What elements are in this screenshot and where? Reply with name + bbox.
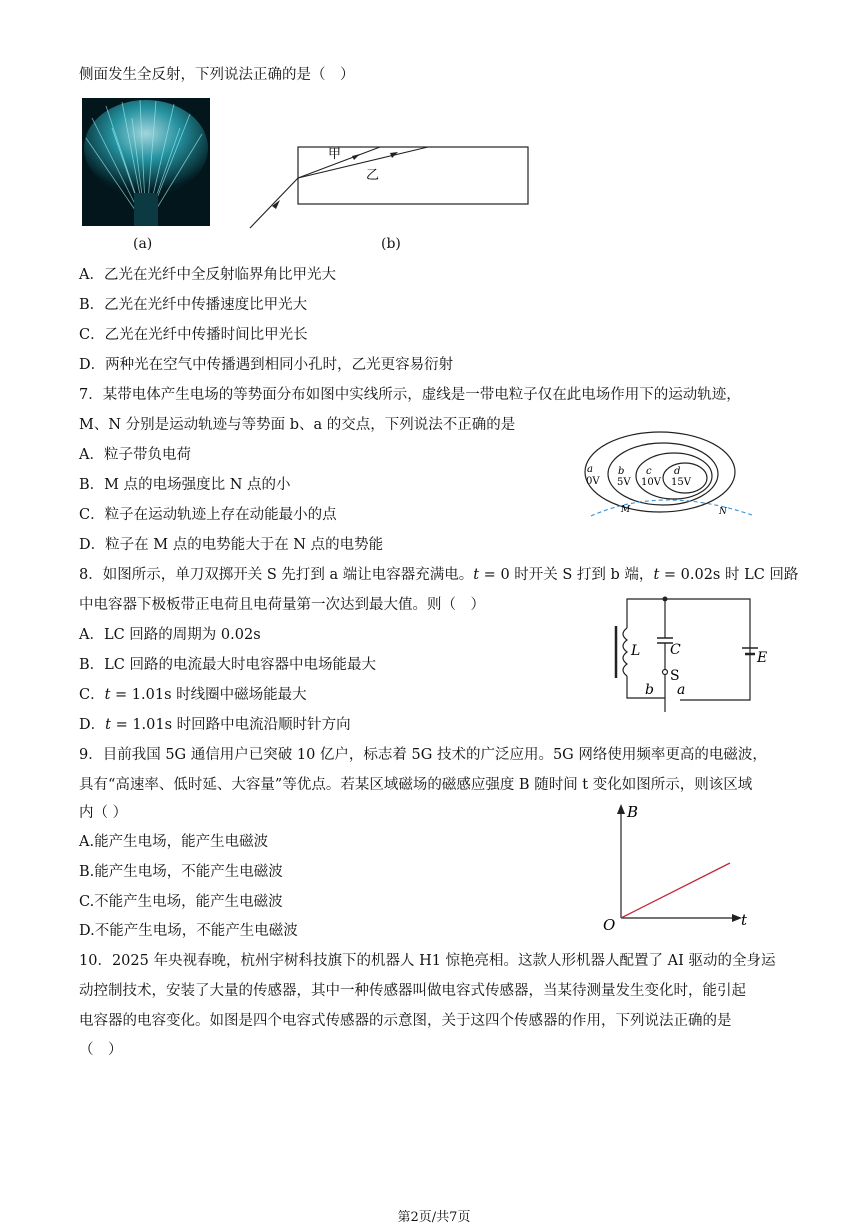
q7-option-c: C．粒子在运动轨迹上存在动能最小的点 [79,507,337,523]
q8-stem-line1: 8．如图所示，单刀双掷开关 S 先打到 a 端让电容器充满电。t = 0 时开关 S 打到 b 端，t = 0.02s 时 LC 回路 [79,567,799,583]
q8-option-b: B．LC 回路的电流最大时电容器中电场能最大 [79,657,376,673]
q8-option-c: C．t = 1.01s 时线圈中磁场能最大 [79,687,307,703]
page-footer: 第2页/共7页 [397,1210,471,1225]
q6-stem-tail: 侧面发生全反射，下列说法正确的是（ ） [79,67,355,83]
label-d: d [674,466,681,477]
label-l: L [631,643,641,659]
q9-option-d: D.不能产生电场，不能产生电磁波 [79,923,298,939]
fig-a-caption: (a) [133,236,153,252]
q7-option-a: A．粒子带负电荷 [79,447,191,463]
q7-option-d: D．粒子在 M 点的电势能大于在 N 点的电势能 [79,537,384,553]
q9-option-b: B.能产生电场，不能产生电磁波 [79,864,283,880]
label-yi: 乙 [366,168,380,183]
label-b: b [618,466,625,477]
label-10v: 10V [641,477,661,488]
label-15v: 15V [671,477,691,488]
fiber-ray-diagram [240,140,535,232]
q9-stem-line2: 具有“高速率、低时延、大容量”等优点。若某区域磁场的磁感应强度 B 随时间 t 变化如图所示，则该区域 [79,777,753,793]
equipotential-diagram [583,428,763,522]
q7-stem-line1: 7．某带电体产生电场的等势面分布如图中实线所示，虚线是一带电粒子仅在此电场作用下的运动轨迹， [79,387,741,403]
q10-stem-line2: 动控制技术，安装了大量的传感器，其中一种传感器叫做电容式传感器，当某待测量发生变化时，能引起 [79,983,746,999]
q7-stem-line2: M、N 分别是运动轨迹与等势面 b、a 的交点，下列说法不正确的是 [79,417,516,433]
label-a: a [677,682,686,698]
origin-label: O [603,916,616,934]
label-a: a [587,464,593,475]
label-5v: 5V [617,477,631,488]
label-e: E [757,650,768,666]
q6-option-c: C．乙光在光纤中传播时间比甲光长 [79,327,308,343]
q8-option-a: A．LC 回路的周期为 0.02s [79,627,261,643]
q9-option-c: C.不能产生电场，能产生电磁波 [79,894,283,910]
label-jia: 甲 [328,147,342,162]
b-t-graph [600,800,760,934]
label-b: b [645,682,654,698]
q6-option-d: D．两种光在空气中传播遇到相同小孔时，乙光更容易衍射 [79,357,454,373]
q9-stem-line1: 9．目前我国 5G 通信用户已突破 10 亿户，标志着 5G 技术的广泛应用。5G 网络使用频率更高的电磁波， [79,747,767,763]
q9-option-a: A.能产生电场，能产生电磁波 [79,834,269,850]
fiber-optic-photo [82,98,210,226]
q10-stem-line4: （ ） [79,1042,123,1058]
label-s: S [670,668,680,684]
label-0v: 0V [586,476,600,487]
label-m: M [621,505,631,515]
q6-option-a: A．乙光在光纤中全反射临界角比甲光大 [79,267,336,283]
lc-circuit-diagram [608,590,768,714]
q8-stem-line2: 中电容器下极板带正电荷且电荷量第一次达到最大值。则（ ） [79,597,485,613]
label-c: c [646,466,652,477]
q10-stem-line1: 10．2025 年央视春晚，杭州宇树科技旗下的机器人 H1 惊艳亮相。这款人形机器人配置了 AI 驱动的全身运 [79,953,776,969]
q7-option-b: B．M 点的电场强度比 N 点的小 [79,477,291,493]
q8-option-d: D．t = 1.01s 时回路中电流沿顺时针方向 [79,717,351,733]
label-n: N [719,507,727,517]
axis-label-t: t [741,911,748,929]
q9-stem-line3: 内（ ） [79,805,128,821]
axis-label-b: B [627,803,639,821]
label-c: C [670,642,681,658]
q10-stem-line3: 电容器的电容变化。如图是四个电容式传感器的示意图，关于这四个传感器的作用，下列说法正确的是 [79,1013,732,1029]
fig-b-caption: (b) [381,236,401,252]
q6-option-b: B．乙光在光纤中传播速度比甲光大 [79,297,308,313]
